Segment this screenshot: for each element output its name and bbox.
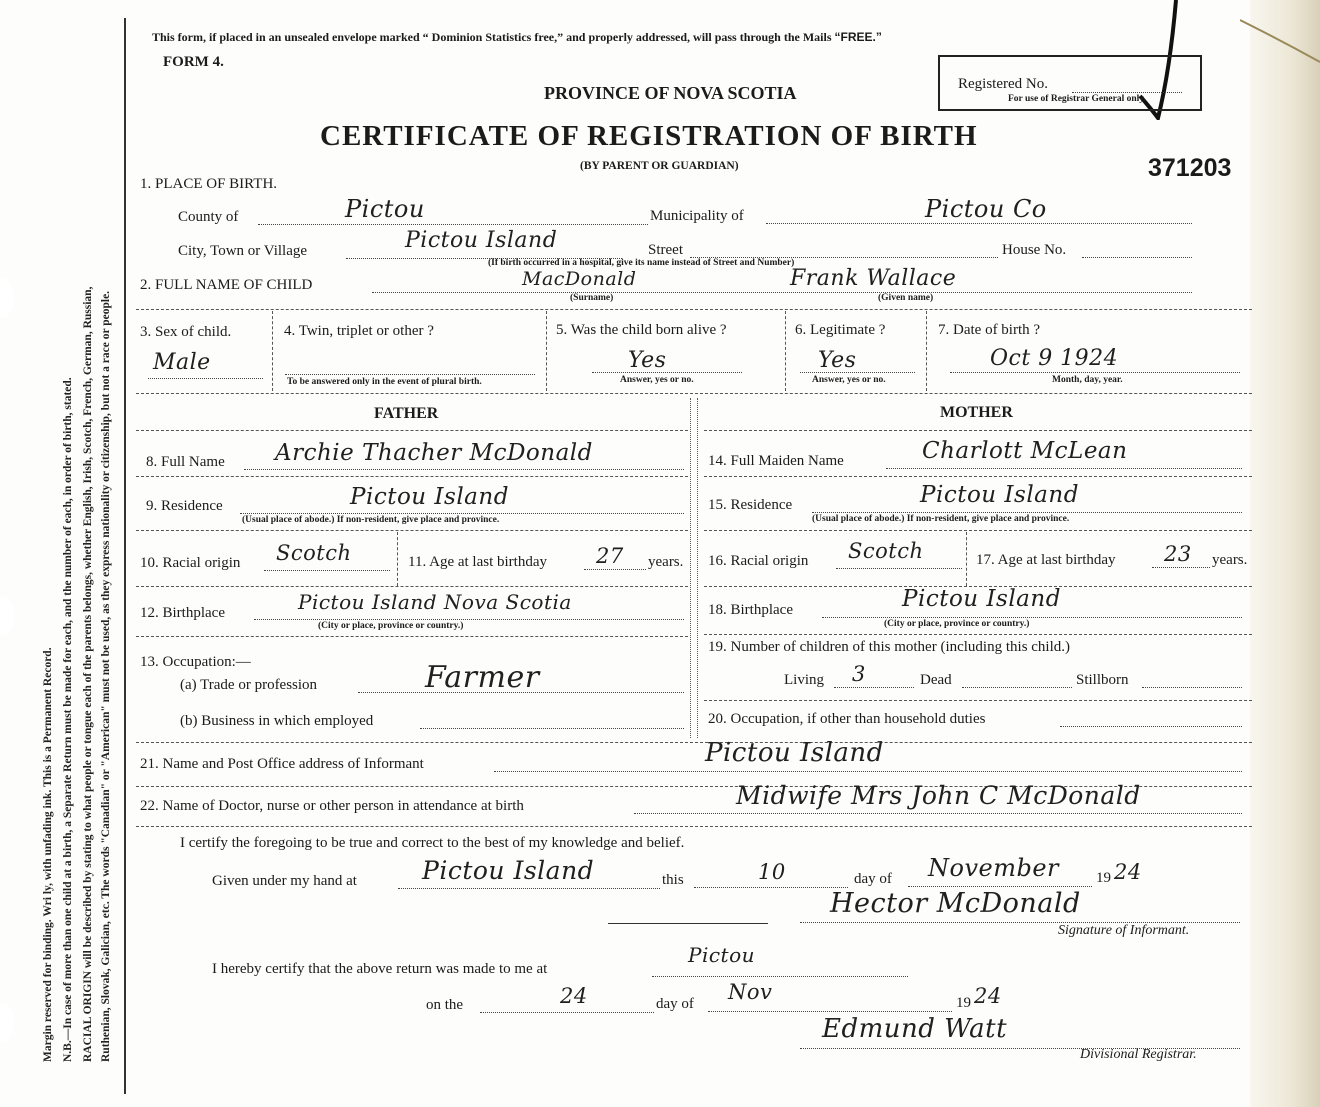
form-number: FORM 4. <box>163 54 224 70</box>
mother-name-label: 14. Full Maiden Name <box>708 453 844 469</box>
registered-note: For use of Registrar General only. <box>1008 94 1146 104</box>
mother-residence-note: (Usual place of abode.) If non-resident, give place and province. <box>812 514 1070 524</box>
mother-age-value: 23 <box>1164 542 1192 566</box>
form-left-border <box>124 18 126 1094</box>
city-label: City, Town or Village <box>178 243 308 259</box>
business-label: (b) Business in which employed <box>180 713 374 729</box>
street-label: Street <box>648 242 683 258</box>
mother-occupation-label: 20. Occupation, if other than household duties <box>708 711 986 727</box>
certify-dayof-label: day of <box>854 871 892 887</box>
pencil-mark-icon <box>1240 0 1320 80</box>
mother-years-label: years. <box>1212 552 1248 568</box>
hospital-note: (If birth occurred in a hospital, give its name instead of Street and Number) <box>488 258 795 268</box>
registered-label: Registered No. <box>958 76 1048 92</box>
mother-birthplace-value: Pictou Island <box>902 586 1061 612</box>
county-value: Pictou <box>345 195 425 223</box>
father-race-label: 10. Racial origin <box>140 555 241 571</box>
registrar-signature-label: Divisional Registrar. <box>1080 1047 1197 1062</box>
registrar-signature: Edmund Watt <box>822 1014 1008 1044</box>
mother-heading: MOTHER <box>940 404 1013 421</box>
informant-value: Pictou Island <box>705 738 884 768</box>
father-residence-label: 9. Residence <box>146 498 223 514</box>
father-birthplace-note: (City or place, province or country.) <box>318 621 464 631</box>
registrar-statement: I hereby certify that the above return was made to me at <box>212 961 548 977</box>
father-age-label: 11. Age at last birthday <box>408 554 547 570</box>
informant-signature-label: Signature of Informant. <box>1058 923 1190 938</box>
registrar-year-value: 24 <box>974 984 1002 1008</box>
mother-residence-label: 15. Residence <box>708 497 793 513</box>
punch-hole <box>0 1003 14 1043</box>
father-years-label: years. <box>648 554 684 570</box>
mother-age-label: 17. Age at last birthday <box>976 552 1116 568</box>
punch-hole <box>0 596 14 636</box>
father-residence-note: (Usual place of abode.) If non-resident, give place and province. <box>242 515 500 525</box>
father-birthplace-value: Pictou Island Nova Scotia <box>298 590 572 614</box>
registrar-year-prefix: 19 <box>956 995 971 1011</box>
certify-statement: I certify the foregoing to be true and correct to the best of my knowledge and belief. <box>180 835 685 851</box>
informant-signature: Hector McDonald <box>830 888 1081 919</box>
born-alive-note: Answer, yes or no. <box>620 375 694 385</box>
registrar-place-value: Pictou <box>688 943 756 967</box>
father-heading: FATHER <box>374 405 439 422</box>
sex-label: 3. Sex of child. <box>140 324 232 340</box>
father-residence-value: Pictou Island <box>350 484 509 510</box>
registrar-dayof-label: day of <box>656 996 694 1012</box>
punch-hole <box>0 278 14 318</box>
margin-racial-origin-note: RACIAL ORIGIN will be described by stating to what people or tongue each of the parents belongs, whether English, Irish, Scotch, French, German, Russian, <box>82 286 94 1062</box>
registrar-on-label: on the <box>426 997 464 1013</box>
house-number-label: House No. <box>1002 242 1067 258</box>
born-alive-label: 5. Was the child born alive ? <box>556 322 727 338</box>
municipality-value: Pictou Co <box>925 195 1047 223</box>
father-birthplace-label: 12. Birthplace <box>140 605 225 621</box>
date-of-birth-note: Month, day, year. <box>1052 375 1123 385</box>
county-label: County of <box>178 209 239 225</box>
attendant-value: Midwife Mrs John C McDonald <box>736 781 1141 810</box>
date-of-birth-label: 7. Date of birth ? <box>938 322 1041 338</box>
given-name-label: (Given name) <box>878 293 934 303</box>
father-race-value: Scotch <box>276 541 352 565</box>
city-value: Pictou Island <box>405 228 558 253</box>
page-edge-tab <box>1250 0 1320 1107</box>
father-name-value: Archie Thacher McDonald <box>275 440 593 466</box>
child-name-label: 2. FULL NAME OF CHILD <box>140 277 313 293</box>
mother-race-value: Scotch <box>848 539 924 563</box>
attendant-label: 22. Name of Doctor, nurse or other person in attendance at birth <box>140 798 524 814</box>
document-title: CERTIFICATE OF REGISTRATION OF BIRTH <box>320 120 978 152</box>
mother-name-value: Charlott McLean <box>922 438 1128 464</box>
margin-binding-note: Margin reserved for binding. Wri ly, with unfading ink. This is a Permanent Record. <box>42 647 54 1062</box>
twin-label: 4. Twin, triplet or other ? <box>284 323 434 339</box>
registrar-month-value: Nov <box>728 980 773 1004</box>
certify-year-value: 24 <box>1114 860 1142 884</box>
place-of-birth-label: 1. PLACE OF BIRTH. <box>140 176 278 192</box>
living-label: Living <box>784 672 824 688</box>
mother-residence-value: Pictou Island <box>920 482 1079 508</box>
document-subtitle: (BY PARENT OR GUARDIAN) <box>580 160 739 172</box>
stillborn-label: Stillborn <box>1076 672 1129 688</box>
father-name-label: 8. Full Name <box>146 454 225 470</box>
surname-label: (Surname) <box>570 293 614 303</box>
children-count-label: 19. Number of children of this mother (including this child.) <box>708 639 1071 655</box>
trade-label: (a) Trade or profession <box>180 677 318 693</box>
postal-notice: This form, if placed in an unsealed envelope marked “ Dominion Statistics free,” and properly addressed, will pass through the Mails “FREE.” <box>152 30 882 44</box>
informant-label: 21. Name and Post Office address of Informant <box>140 756 424 772</box>
certify-year-prefix: 19 <box>1096 870 1111 886</box>
father-age-value: 27 <box>596 544 624 568</box>
certify-day-value: 10 <box>758 860 786 884</box>
mother-birthplace-label: 18. Birthplace <box>708 602 793 618</box>
mother-race-label: 16. Racial origin <box>708 553 809 569</box>
municipality-label: Municipality of <box>650 208 744 224</box>
legitimate-label: 6. Legitimate ? <box>795 322 886 338</box>
born-alive-value: Yes <box>628 348 667 373</box>
legitimate-value: Yes <box>818 348 857 373</box>
twin-note: To be answered only in the event of plural birth. <box>287 377 482 387</box>
certify-this-label: this <box>662 872 684 888</box>
margin-racial-origin-note-2: Ruthenian, Slovak, Galician, etc. The words "Canadian" or "American" must not be used, as they express nationality or citizenship, but not a race or people. <box>100 290 112 1062</box>
certify-month-value: November <box>928 854 1060 882</box>
date-of-birth-value: Oct 9 1924 <box>990 346 1119 371</box>
mother-birthplace-note: (City or place, province or country.) <box>884 619 1030 629</box>
child-given-name: Frank Wallace <box>790 266 957 291</box>
certify-place-value: Pictou Island <box>422 856 595 885</box>
margin-multiple-birth-note: N.B.—In case of more than one child at a birth, a Separate Return must be made for each, and the number of each, in order of birth, stated. <box>62 377 74 1062</box>
province-heading: PROVINCE OF NOVA SCOTIA <box>544 83 797 103</box>
registrar-day-value: 24 <box>560 984 588 1008</box>
sex-value: Male <box>153 350 211 375</box>
dead-label: Dead <box>920 672 952 688</box>
certificate-number: 371203 <box>1148 154 1232 182</box>
child-surname: MacDonald <box>522 268 637 290</box>
legitimate-note: Answer, yes or no. <box>812 375 886 385</box>
given-under-label: Given under my hand at <box>212 873 357 889</box>
father-occupation-label: 13. Occupation:— <box>140 654 251 670</box>
living-value: 3 <box>852 662 866 686</box>
trade-value: Farmer <box>425 660 540 695</box>
